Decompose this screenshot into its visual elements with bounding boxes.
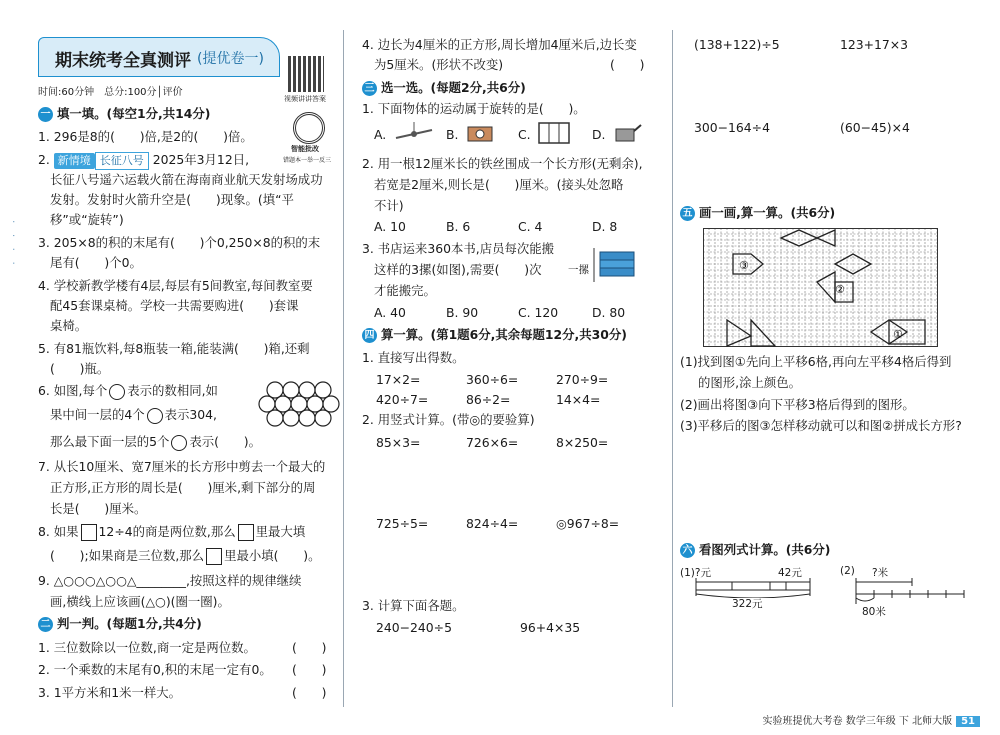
judge-q2-paren: ( ) bbox=[292, 662, 327, 677]
choice-q3-line1: 3. 书店运来360本书,店员每次能搬 bbox=[362, 241, 555, 256]
fill-q8-line2 bbox=[50, 548, 320, 565]
figure-2-label: ② bbox=[835, 283, 845, 296]
q6-text-b: 表示的数相同,如 bbox=[127, 383, 218, 398]
calc-q3-item: (138+122)÷5 bbox=[694, 37, 780, 52]
q8-text-b: 12÷4的商是两位数,那么 bbox=[98, 524, 236, 539]
calc-q1-item: 270÷9= bbox=[556, 372, 609, 387]
draw-q1-line2: 的图形,涂上颜色。 bbox=[698, 375, 802, 390]
calc-q1-item: 420÷7= bbox=[376, 392, 429, 407]
circle-icon bbox=[171, 435, 187, 451]
fill-q2-line2: 长征八号遥六运载火箭在海南商业航天发射场成功 bbox=[50, 172, 323, 187]
translation-grid-figure bbox=[703, 228, 939, 348]
word-problem-1-label: (1)?元 bbox=[680, 567, 711, 579]
column-divider-1 bbox=[343, 30, 344, 707]
section-number-badge: 四 bbox=[362, 328, 377, 343]
header-title-bar bbox=[38, 37, 280, 77]
choice-q2-option-d: D. 8 bbox=[592, 219, 618, 234]
section-number-badge: 五 bbox=[680, 206, 695, 221]
choice-q2-line1: 2. 用一根12厘米长的铁丝围成一个长方形(无剩余), bbox=[362, 156, 643, 171]
exam-meta: 时间:60分钟 总分:100分│评价 bbox=[38, 87, 183, 98]
calc-q2-item: ◎967÷8= bbox=[556, 516, 620, 531]
fill-q7-line2: 正方形,正方形的周长是( )厘米,剩下部分的周 bbox=[50, 480, 316, 495]
word-problem-2-label: (2) bbox=[840, 565, 855, 577]
calc-q3: 3. 计算下面各题。 bbox=[362, 598, 465, 613]
smart-grading-badge-icon bbox=[293, 112, 325, 144]
calc-q1-item: 17×2= bbox=[376, 372, 421, 387]
q6-text-d: 表示304, bbox=[164, 407, 217, 422]
pencil-sharpener-icon bbox=[612, 121, 642, 143]
draw-q2: (2)画出将图③向下平移3格后得到的图形。 bbox=[680, 397, 915, 412]
section-6-heading bbox=[680, 542, 830, 558]
fill-q3-line2: 尾有( )个0。 bbox=[50, 255, 142, 270]
circle-pyramid-figure bbox=[252, 378, 342, 430]
section-2-heading bbox=[38, 616, 202, 632]
judge-q4-line2: 为5厘米。(形状不改变) bbox=[374, 57, 504, 72]
word-problem-2-diagram bbox=[854, 576, 974, 606]
section-title: 算一算。(第1题6分,其余每题12分,共30分) bbox=[381, 327, 627, 342]
calc-q3-item: 123+17×3 bbox=[840, 37, 909, 52]
choice-q3-line2: 这样的3摞(如图),需要( )次 bbox=[374, 262, 542, 277]
calc-q2-item: 8×250= bbox=[556, 435, 609, 450]
fill-q7-line3: 长是( )厘米。 bbox=[50, 501, 147, 516]
q2-text: 2025年3月12日, bbox=[152, 152, 250, 167]
choice-q3-option-a: A. 40 bbox=[374, 305, 406, 320]
choice-q3-option-d: D. 80 bbox=[592, 305, 626, 320]
section-title: 选一选。(每题2分,共6分) bbox=[381, 80, 526, 95]
judge-q3-paren: ( ) bbox=[292, 685, 327, 700]
qr-caption: 视频讲讲答案 bbox=[284, 95, 326, 103]
q2-number: 2. bbox=[38, 152, 50, 167]
section-number-badge: 二 bbox=[38, 617, 53, 632]
choice-q1-option-a: A. bbox=[374, 127, 387, 142]
figure-3-label: ③ bbox=[739, 259, 749, 272]
long-march-tag: 长征八号 bbox=[95, 152, 149, 170]
section-4-heading bbox=[362, 327, 627, 343]
exam-header bbox=[38, 37, 330, 97]
q6-text-c: 果中间一层的4个 bbox=[50, 407, 145, 422]
word-problem-1-right-value: 42元 bbox=[778, 567, 802, 579]
calc-q3-item: 96+4×35 bbox=[520, 620, 581, 635]
blank-box-icon bbox=[81, 524, 97, 541]
badge-caption: 智能批改 bbox=[291, 145, 319, 153]
q8-text-d: ( );如果商是三位数,那么 bbox=[50, 548, 205, 563]
circle-icon bbox=[109, 384, 125, 400]
calc-q2-item: 824÷4= bbox=[466, 516, 519, 531]
q8-text-a: 8. 如果 bbox=[38, 524, 79, 539]
section-3-heading bbox=[362, 80, 526, 96]
choice-q2-option-c: C. 4 bbox=[518, 219, 543, 234]
judge-q1: 1. 三位数除以一位数,商一定是两位数。 bbox=[38, 640, 256, 655]
fill-q6-line1 bbox=[38, 383, 218, 400]
slide-projector-icon bbox=[466, 122, 496, 144]
qr-code-icon bbox=[288, 56, 324, 92]
choice-q1-option-d: D. bbox=[592, 127, 606, 142]
choice-q3-option-b: B. 90 bbox=[446, 305, 479, 320]
judge-q4-paren: ( ) bbox=[610, 57, 645, 72]
fill-q3-line1: 3. 205×8的积的末尾有( )个0,250×8的积的末 bbox=[38, 235, 321, 250]
judge-q4-line1: 4. 边长为4厘米的正方形,周长增加4厘米后,边长变 bbox=[362, 37, 637, 52]
section-number-badge: 三 bbox=[362, 81, 377, 96]
section-1-heading bbox=[38, 106, 210, 122]
sliding-window-icon bbox=[538, 122, 570, 144]
choice-q3-line3: 才能搬完。 bbox=[374, 283, 436, 298]
word-problem-2-value: 80米 bbox=[862, 606, 886, 618]
fill-q6-line2 bbox=[50, 407, 217, 424]
fill-q9-line2: 画,横线上应该画(△○)(圈一圈)。 bbox=[50, 594, 230, 609]
choice-q1: 1. 下面物体的运动属于旋转的是( )。 bbox=[362, 101, 586, 116]
blank-box-icon bbox=[206, 548, 222, 565]
section-title: 画一画,算一算。(共6分) bbox=[699, 205, 836, 220]
section-number-badge: 六 bbox=[680, 543, 695, 558]
draw-q1-line1: (1)找到图①先向上平移6格,再向左平移4格后得到 bbox=[680, 354, 952, 369]
q6-text-e: 那么最下面一层的5个 bbox=[50, 434, 170, 449]
fill-q4-line3: 桌椅。 bbox=[50, 318, 88, 333]
page-number: 51 bbox=[956, 716, 980, 727]
choice-q2-line3: 不计) bbox=[374, 198, 404, 213]
fill-q4-line2: 配45套课桌椅。学校一共需要购进( )套课 bbox=[50, 298, 299, 313]
ceiling-fan-icon bbox=[394, 122, 434, 144]
word-problem-2-question: ?米 bbox=[872, 567, 889, 579]
blank-box-icon bbox=[238, 524, 254, 541]
fill-q6-line3 bbox=[50, 434, 261, 451]
q8-text-c: 里最大填 bbox=[255, 524, 306, 539]
figure-1-label: ① bbox=[893, 328, 903, 341]
fill-q5-line2: ( )瓶。 bbox=[50, 361, 110, 376]
fill-q2-line3: 发射。发射时火箭升空是( )现象。(填“平 bbox=[50, 192, 294, 207]
word-problem-1-total: 322元 bbox=[732, 598, 763, 610]
new-context-tag: 新情境 bbox=[54, 153, 95, 169]
calc-q2-item: 85×3= bbox=[376, 435, 421, 450]
fill-q9-line1: 9. △○○○△○○△________,按照这样的规律继续 bbox=[38, 573, 302, 588]
book-stack-icon bbox=[592, 246, 640, 284]
footer-text: 实验班提优大考卷 数学三年级 下 北师大版 bbox=[762, 716, 953, 727]
calc-q3-item: 240−240÷5 bbox=[376, 620, 452, 635]
page-subtitle: (提优卷一) bbox=[197, 51, 264, 67]
word-problem-1-diagram bbox=[694, 576, 814, 598]
draw-q3: (3)平移后的图③怎样移动就可以和图②拼成长方形? bbox=[680, 418, 962, 433]
judge-q2: 2. 一个乘数的末尾有0,积的末尾一定有0。 bbox=[38, 662, 272, 677]
section-title: 填一填。(每空1分,共14分) bbox=[57, 106, 211, 121]
judge-q1-paren: ( ) bbox=[292, 640, 327, 655]
fill-q2-line1 bbox=[38, 152, 249, 170]
fill-q7-line1: 7. 从长10厘米、宽7厘米的长方形中剪去一个最大的 bbox=[38, 459, 326, 474]
calc-q2-item: 726×6= bbox=[466, 435, 519, 450]
choice-q2-option-b: B. 6 bbox=[446, 219, 471, 234]
calc-q1-item: 86÷2= bbox=[466, 392, 511, 407]
calc-q2: 2. 用竖式计算。(带◎的要验算) bbox=[362, 412, 535, 427]
q8-text-e: 里最小填( )。 bbox=[224, 548, 321, 563]
calc-q3-item: 300−164÷4 bbox=[694, 120, 770, 135]
calc-q2-item: 725÷5= bbox=[376, 516, 429, 531]
choice-q1-option-c: C. bbox=[518, 127, 531, 142]
section-5-heading bbox=[680, 205, 835, 221]
choice-q3-option-c: C. 120 bbox=[518, 305, 559, 320]
calc-q1: 1. 直接写出得数。 bbox=[362, 350, 465, 365]
calc-q1-item: 360÷6= bbox=[466, 372, 519, 387]
fill-q1: 1. 296是8的( )倍,是2的( )倍。 bbox=[38, 129, 253, 144]
badge-subcaption: 错题本一举一反三 bbox=[283, 157, 332, 164]
choice-q2-line2: 若宽是2厘米,则长是( )厘米。(接头处忽略 bbox=[374, 177, 624, 192]
q6-text-f: 表示( )。 bbox=[189, 434, 262, 449]
choice-q2-option-a: A. 10 bbox=[374, 219, 406, 234]
calc-q3-item: (60−45)×4 bbox=[840, 120, 910, 135]
calc-q1-item: 14×4= bbox=[556, 392, 601, 407]
column-divider-2 bbox=[672, 30, 673, 707]
section-title: 看图列式计算。(共6分) bbox=[699, 542, 831, 557]
page-title: 期末统考全真测评 bbox=[55, 51, 191, 71]
circle-icon bbox=[147, 408, 163, 424]
book-stack-label: 一摞 bbox=[568, 264, 589, 276]
choice-q1-option-b: B. bbox=[446, 127, 459, 142]
fill-q8-line1 bbox=[38, 524, 305, 541]
fill-q2-line4: 移”或“旋转”) bbox=[50, 212, 124, 227]
section-number-badge: 一 bbox=[38, 107, 53, 122]
q6-text-a: 6. 如图,每个 bbox=[38, 383, 108, 398]
fill-q5-line1: 5. 有81瓶饮料,每8瓶装一箱,能装满( )箱,还剩 bbox=[38, 341, 310, 356]
margin-marks: · · · · bbox=[7, 220, 19, 265]
section-title: 判一判。(每题1分,共4分) bbox=[57, 616, 202, 631]
judge-q3: 3. 1平方米和1米一样大。 bbox=[38, 685, 182, 700]
fill-q4-line1: 4. 学校新教学楼有4层,每层有5间教室,每间教室要 bbox=[38, 278, 313, 293]
page-footer bbox=[763, 712, 980, 727]
